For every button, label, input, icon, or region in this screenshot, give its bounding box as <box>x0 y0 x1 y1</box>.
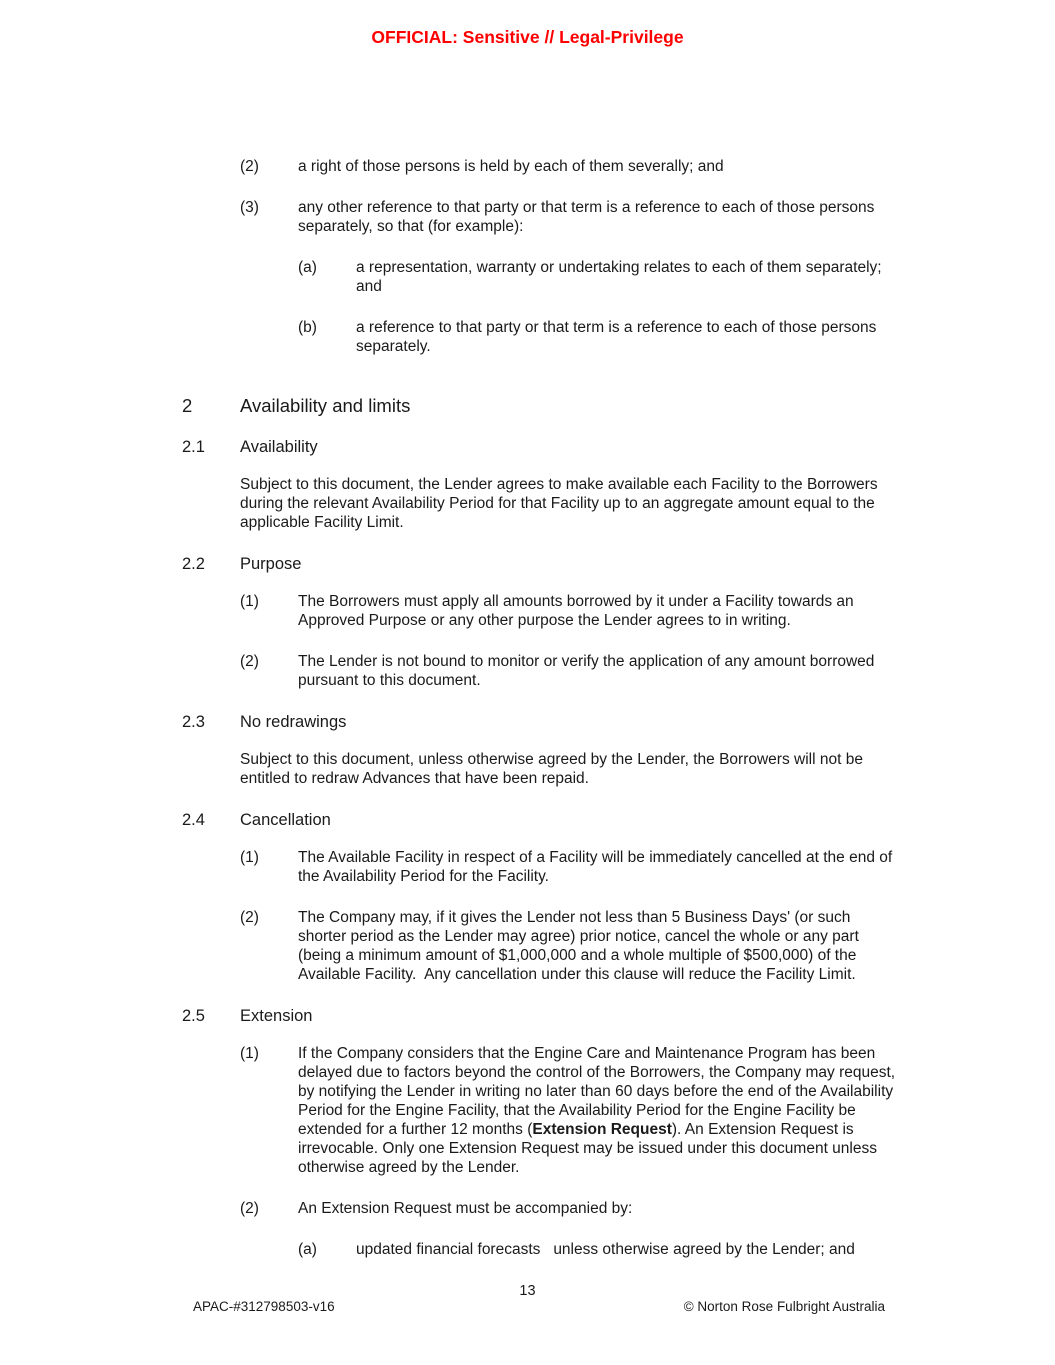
clause-text: An Extension Request must be accompanied by: <box>298 1200 633 1217</box>
list-marker: (1) <box>240 1045 259 1062</box>
page-number: 13 <box>519 1283 536 1299</box>
list-marker: (1) <box>240 593 259 610</box>
clause-subitem <box>298 258 900 296</box>
section-heading <box>182 394 900 417</box>
clause-text <box>298 1044 900 1177</box>
clause-item <box>240 198 900 236</box>
list-marker: (2) <box>240 1200 259 1217</box>
subsection-number: 2.1 <box>182 438 205 456</box>
clause-text: a right of those persons is held by each of them severally; and <box>298 158 724 175</box>
clause-subitem <box>298 318 900 356</box>
subsection-heading <box>182 810 900 830</box>
subsection-title: Cancellation <box>240 811 331 829</box>
section-title: Availability and limits <box>240 395 411 416</box>
clause-subitem <box>298 1240 900 1259</box>
subsection-number: 2.3 <box>182 713 205 731</box>
clause-text: updated financial forecasts unless otherwise agreed by the Lender; and <box>356 1241 855 1258</box>
subsection-heading <box>182 712 900 732</box>
clause-text: The Available Facility in respect of a Facility will be immediately cancelled at the end of the Availability Period for the Facility. <box>298 849 897 885</box>
clause-text: a reference to that party or that term is a reference to each of those persons separately. <box>356 319 881 355</box>
subsection-heading <box>182 1006 900 1026</box>
clause-text: The Lender is not bound to monitor or verify the application of any amount borrowed pursuant to this document. <box>298 653 879 689</box>
copyright-notice: © Norton Rose Fulbright Australia <box>683 1299 885 1314</box>
list-marker: (2) <box>240 158 259 175</box>
clause-item <box>240 592 900 630</box>
list-marker: (2) <box>240 909 259 926</box>
clause-item <box>240 157 900 176</box>
defined-term: Extension Request <box>532 1121 672 1138</box>
clause-text-after: ). An Extension Request is irrevocable. Only one Extension Request may be issued under this document unless otherwise agreed by the Lender. <box>298 1121 882 1176</box>
section-number: 2 <box>182 395 193 416</box>
subsection-title: No redrawings <box>240 713 347 731</box>
list-marker: (1) <box>240 849 259 866</box>
clause-paragraph: Subject to this document, unless otherwise agreed by the Lender, the Borrowers will not be entitled to redraw Advances that have been repaid. <box>240 751 868 787</box>
clause-item <box>240 652 900 690</box>
subsection-title: Extension <box>240 1007 313 1025</box>
subsection-number: 2.4 <box>182 811 205 829</box>
clause-item <box>240 848 900 886</box>
subsection-title: Purpose <box>240 555 302 573</box>
subsection-heading <box>182 437 900 457</box>
clause-text: any other reference to that party or that term is a reference to each of those persons separately, so that (for example): <box>298 199 879 235</box>
subsection-heading <box>182 554 900 574</box>
clause-item <box>240 1044 900 1177</box>
clause-item <box>240 1199 900 1218</box>
list-marker: (2) <box>240 653 259 670</box>
clause-text: The Borrowers must apply all amounts borrowed by it under a Facility towards an Approved Purpose or any other purpose the Lender agrees to in writing. <box>298 593 858 629</box>
clause-text: a representation, warranty or undertaking relates to each of them separately; and <box>356 259 886 295</box>
subsection-number: 2.5 <box>182 1007 205 1025</box>
clause-text-before: If the Company considers that the Engine Care and Maintenance Program has been delayed due to factors beyond the control of the Borrowers, the Company may request, by notifying the Lender in writing no later than 60 days before the end of the Availability Period for the Engine Facility, that the Availability Period for the Engine Facility be extended for a further 12 months ( <box>298 1045 900 1138</box>
clause-paragraph: Subject to this document, the Lender agrees to make available each Facility to the Borrowers during the relevant Availability Period for that Facility up to an aggregate amount equal to the applicable Facility Limit. <box>240 476 882 531</box>
page-footer <box>193 1299 885 1314</box>
classification-banner: OFFICIAL: Sensitive // Legal-Privilege <box>371 27 684 47</box>
list-marker: (a) <box>298 259 317 276</box>
list-marker: (a) <box>298 1241 317 1258</box>
document-reference: APAC-#312798503-v16 <box>193 1299 335 1314</box>
subsection-title: Availability <box>240 438 318 456</box>
list-marker: (3) <box>240 199 259 216</box>
subsection-number: 2.2 <box>182 555 205 573</box>
clause-text: The Company may, if it gives the Lender not less than 5 Business Days' (or such shorter period as the Lender may agree) prior notice, cancel the whole or any part (being a minimum amount of $1,000,000 and a whole multiple of $500,000) of the Available Facility. Any cancellation under this clause will reduce the Facility Limit. <box>298 909 864 983</box>
document-content <box>182 157 900 1281</box>
clause-item <box>240 908 900 984</box>
list-marker: (b) <box>298 319 317 336</box>
